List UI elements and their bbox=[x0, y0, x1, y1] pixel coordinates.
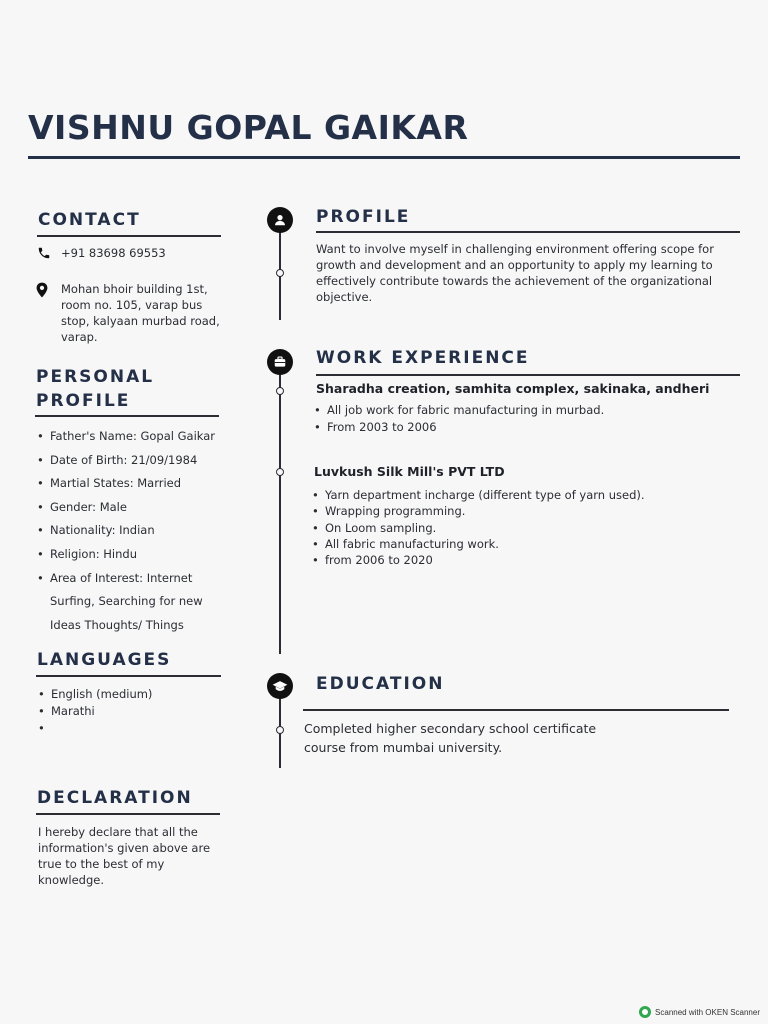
graduation-cap-icon bbox=[267, 673, 293, 699]
list-item: • Father's Name: Gopal Gaikar bbox=[37, 425, 215, 449]
personal-profile-title-line2: PROFILE bbox=[36, 391, 131, 411]
address-line: room no. 105, varap bus bbox=[61, 298, 203, 312]
languages-title: LANGUAGES bbox=[37, 650, 172, 670]
list-item: • Martial States: Married bbox=[37, 472, 215, 496]
declaration-line: I hereby declare that all the bbox=[38, 825, 198, 839]
languages-list bbox=[38, 686, 152, 720]
profile-line: growth and development and an opportunity to apply my learning to bbox=[316, 258, 713, 272]
education-divider bbox=[303, 709, 729, 711]
name-divider bbox=[28, 156, 740, 159]
list-item: • from 2006 to 2020 bbox=[312, 552, 645, 568]
briefcase-icon bbox=[267, 349, 293, 375]
address-line: stop, kalyaan murbad road, bbox=[61, 314, 220, 328]
profile-line: effectively contribute towards the achievement of the organizational bbox=[316, 274, 713, 288]
declaration-line: information's given above are bbox=[38, 841, 211, 855]
declaration-divider bbox=[36, 813, 220, 815]
list-item: • Wrapping programming. bbox=[312, 503, 645, 519]
list-item: • From 2003 to 2006 bbox=[314, 419, 604, 436]
list-item: • Religion: Hindu bbox=[37, 543, 215, 567]
work-experience-title: WORK EXPERIENCE bbox=[316, 348, 530, 368]
declaration-text bbox=[38, 824, 210, 888]
timeline-dot bbox=[276, 468, 284, 476]
address-line: varap. bbox=[61, 330, 98, 344]
list-item: • Gender: Male bbox=[37, 496, 215, 520]
job-company: Sharadha creation, samhita complex, sakinaka, andheri bbox=[316, 381, 710, 396]
list-item: • Marathi bbox=[38, 703, 152, 720]
personal-profile-title bbox=[36, 365, 154, 413]
scanner-watermark bbox=[639, 1006, 760, 1018]
personal-profile-divider bbox=[35, 415, 219, 417]
list-item: • All fabric manufacturing work. bbox=[312, 536, 645, 552]
list-item: • Area of Interest: Internet bbox=[37, 567, 215, 591]
scanner-logo-icon bbox=[639, 1006, 651, 1018]
candidate-name: VISHNU GOPAL GAIKAR bbox=[28, 108, 469, 147]
personal-profile-list bbox=[37, 425, 215, 590]
interest-continuation bbox=[50, 590, 203, 637]
phone-icon bbox=[37, 246, 51, 260]
list-item: • Nationality: Indian bbox=[37, 519, 215, 543]
user-icon bbox=[267, 207, 293, 233]
education-line: course from mumbai university. bbox=[304, 740, 503, 755]
timeline-segment bbox=[279, 362, 281, 654]
declaration-title: DECLARATION bbox=[37, 788, 193, 808]
list-item: • All job work for fabric manufacturing in murbad. bbox=[314, 402, 604, 419]
profile-line: objective. bbox=[316, 290, 373, 304]
education-line: Completed higher secondary school certificate bbox=[304, 721, 597, 736]
personal-profile-title-line1: PERSONAL bbox=[36, 367, 155, 387]
interest-line: Surfing, Searching for new bbox=[50, 594, 203, 608]
contact-address bbox=[61, 281, 220, 345]
list-item: • Yarn department incharge (different type of yarn used). bbox=[312, 487, 645, 503]
profile-line: Want to involve myself in challenging environment offering scope for bbox=[316, 242, 714, 256]
job-duties-list bbox=[312, 487, 645, 568]
address-line: Mohan bhoir building 1st, bbox=[61, 282, 208, 296]
timeline-dot bbox=[276, 387, 284, 395]
education-text bbox=[304, 719, 596, 757]
contact-phone: +91 83698 69553 bbox=[61, 246, 166, 260]
job-duties-list bbox=[314, 402, 604, 435]
timeline-dot bbox=[276, 269, 284, 277]
education-title: EDUCATION bbox=[316, 674, 445, 694]
profile-text bbox=[316, 241, 740, 305]
list-item: • English (medium) bbox=[38, 686, 152, 703]
interest-line: Ideas Thoughts/ Things bbox=[50, 617, 184, 632]
declaration-line: knowledge. bbox=[38, 873, 104, 887]
contact-divider bbox=[37, 235, 221, 237]
languages-divider bbox=[36, 675, 221, 677]
scanner-text: Scanned with OKEN Scanner bbox=[655, 1007, 760, 1017]
profile-divider bbox=[316, 231, 740, 233]
work-experience-divider bbox=[316, 374, 740, 376]
location-pin-icon bbox=[35, 282, 49, 298]
declaration-line: true to the best of my bbox=[38, 857, 165, 871]
timeline-dot bbox=[276, 726, 284, 734]
contact-title: CONTACT bbox=[38, 210, 141, 230]
list-item: • On Loom sampling. bbox=[312, 520, 645, 536]
profile-title: PROFILE bbox=[316, 207, 411, 227]
job-company: Luvkush Silk Mill's PVT LTD bbox=[314, 464, 505, 479]
list-item: • Date of Birth: 21/09/1984 bbox=[37, 449, 215, 473]
